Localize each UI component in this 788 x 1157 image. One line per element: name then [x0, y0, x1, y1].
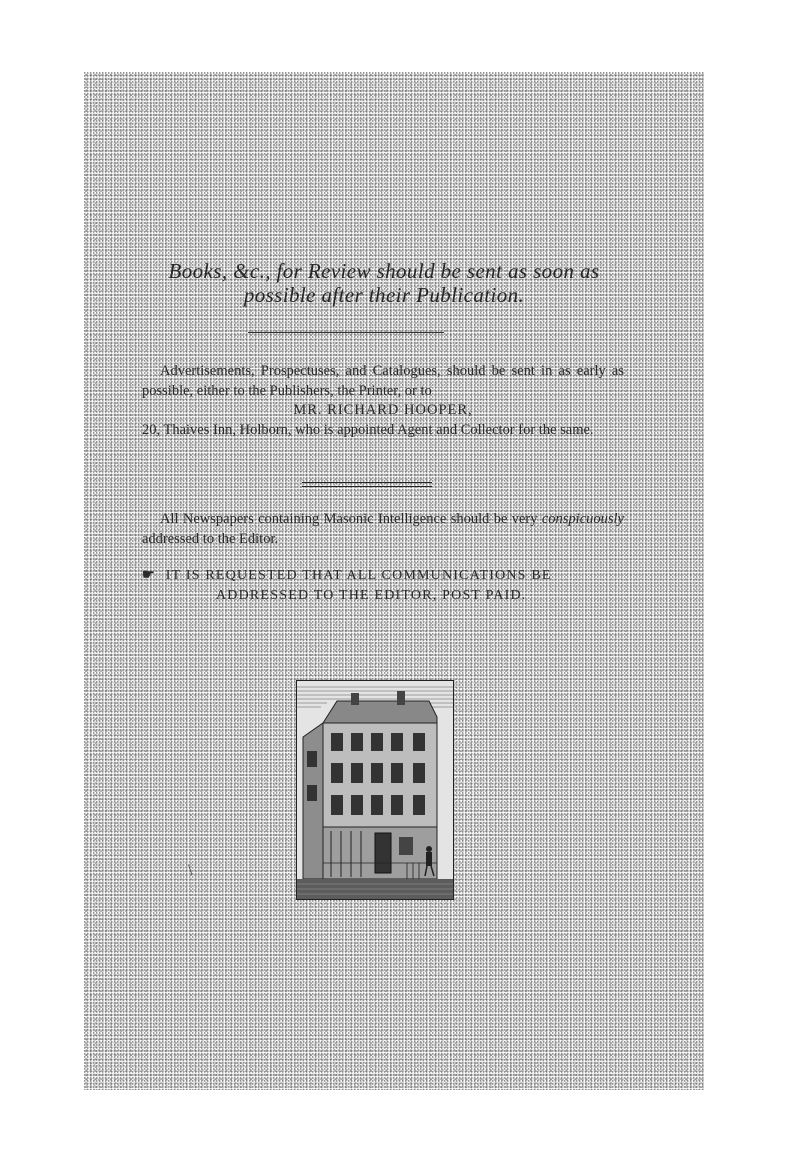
- newspapers-text-end: addressed to the Editor.: [142, 530, 279, 547]
- newspapers-emphasis: conspicuously: [541, 511, 624, 527]
- double-divider-rule: [302, 482, 432, 487]
- communications-line-1: IT IS REQUESTED THAT ALL COMMUNICATIONS BE: [165, 568, 552, 583]
- agent-address-text: 20, Thaives Inn, Holborn, who is appointed Agent and Collector for the same.: [142, 421, 594, 438]
- review-notice-line-2: possible after their Publication.: [243, 283, 525, 307]
- scanned-page: [84, 72, 704, 1090]
- divider-rule: [248, 332, 444, 333]
- newspapers-text-start: All Newspapers containing Masonic Intelligence should be very: [160, 511, 538, 527]
- advertisements-text: Advertisements, Prospectuses, and Catalogues, should be sent in as early as possible, either to the Publishers, the Printer, or to: [142, 363, 624, 399]
- advertisements-notice: [142, 362, 624, 440]
- agent-name: MR. RICHARD HOOPER,: [293, 402, 473, 418]
- communications-line-2: ADDRESSED TO THE EDITOR, POST PAID.: [216, 588, 527, 603]
- building-engraving: [296, 680, 454, 900]
- communications-notice: [142, 566, 612, 606]
- pointing-hand-icon: ☛: [142, 568, 156, 583]
- stray-pen-mark: \: [188, 862, 193, 879]
- newspapers-notice: [142, 510, 624, 549]
- review-notice-line-1: Books, &c., for Review should be sent as soon as: [168, 259, 600, 283]
- review-notice: [144, 259, 624, 307]
